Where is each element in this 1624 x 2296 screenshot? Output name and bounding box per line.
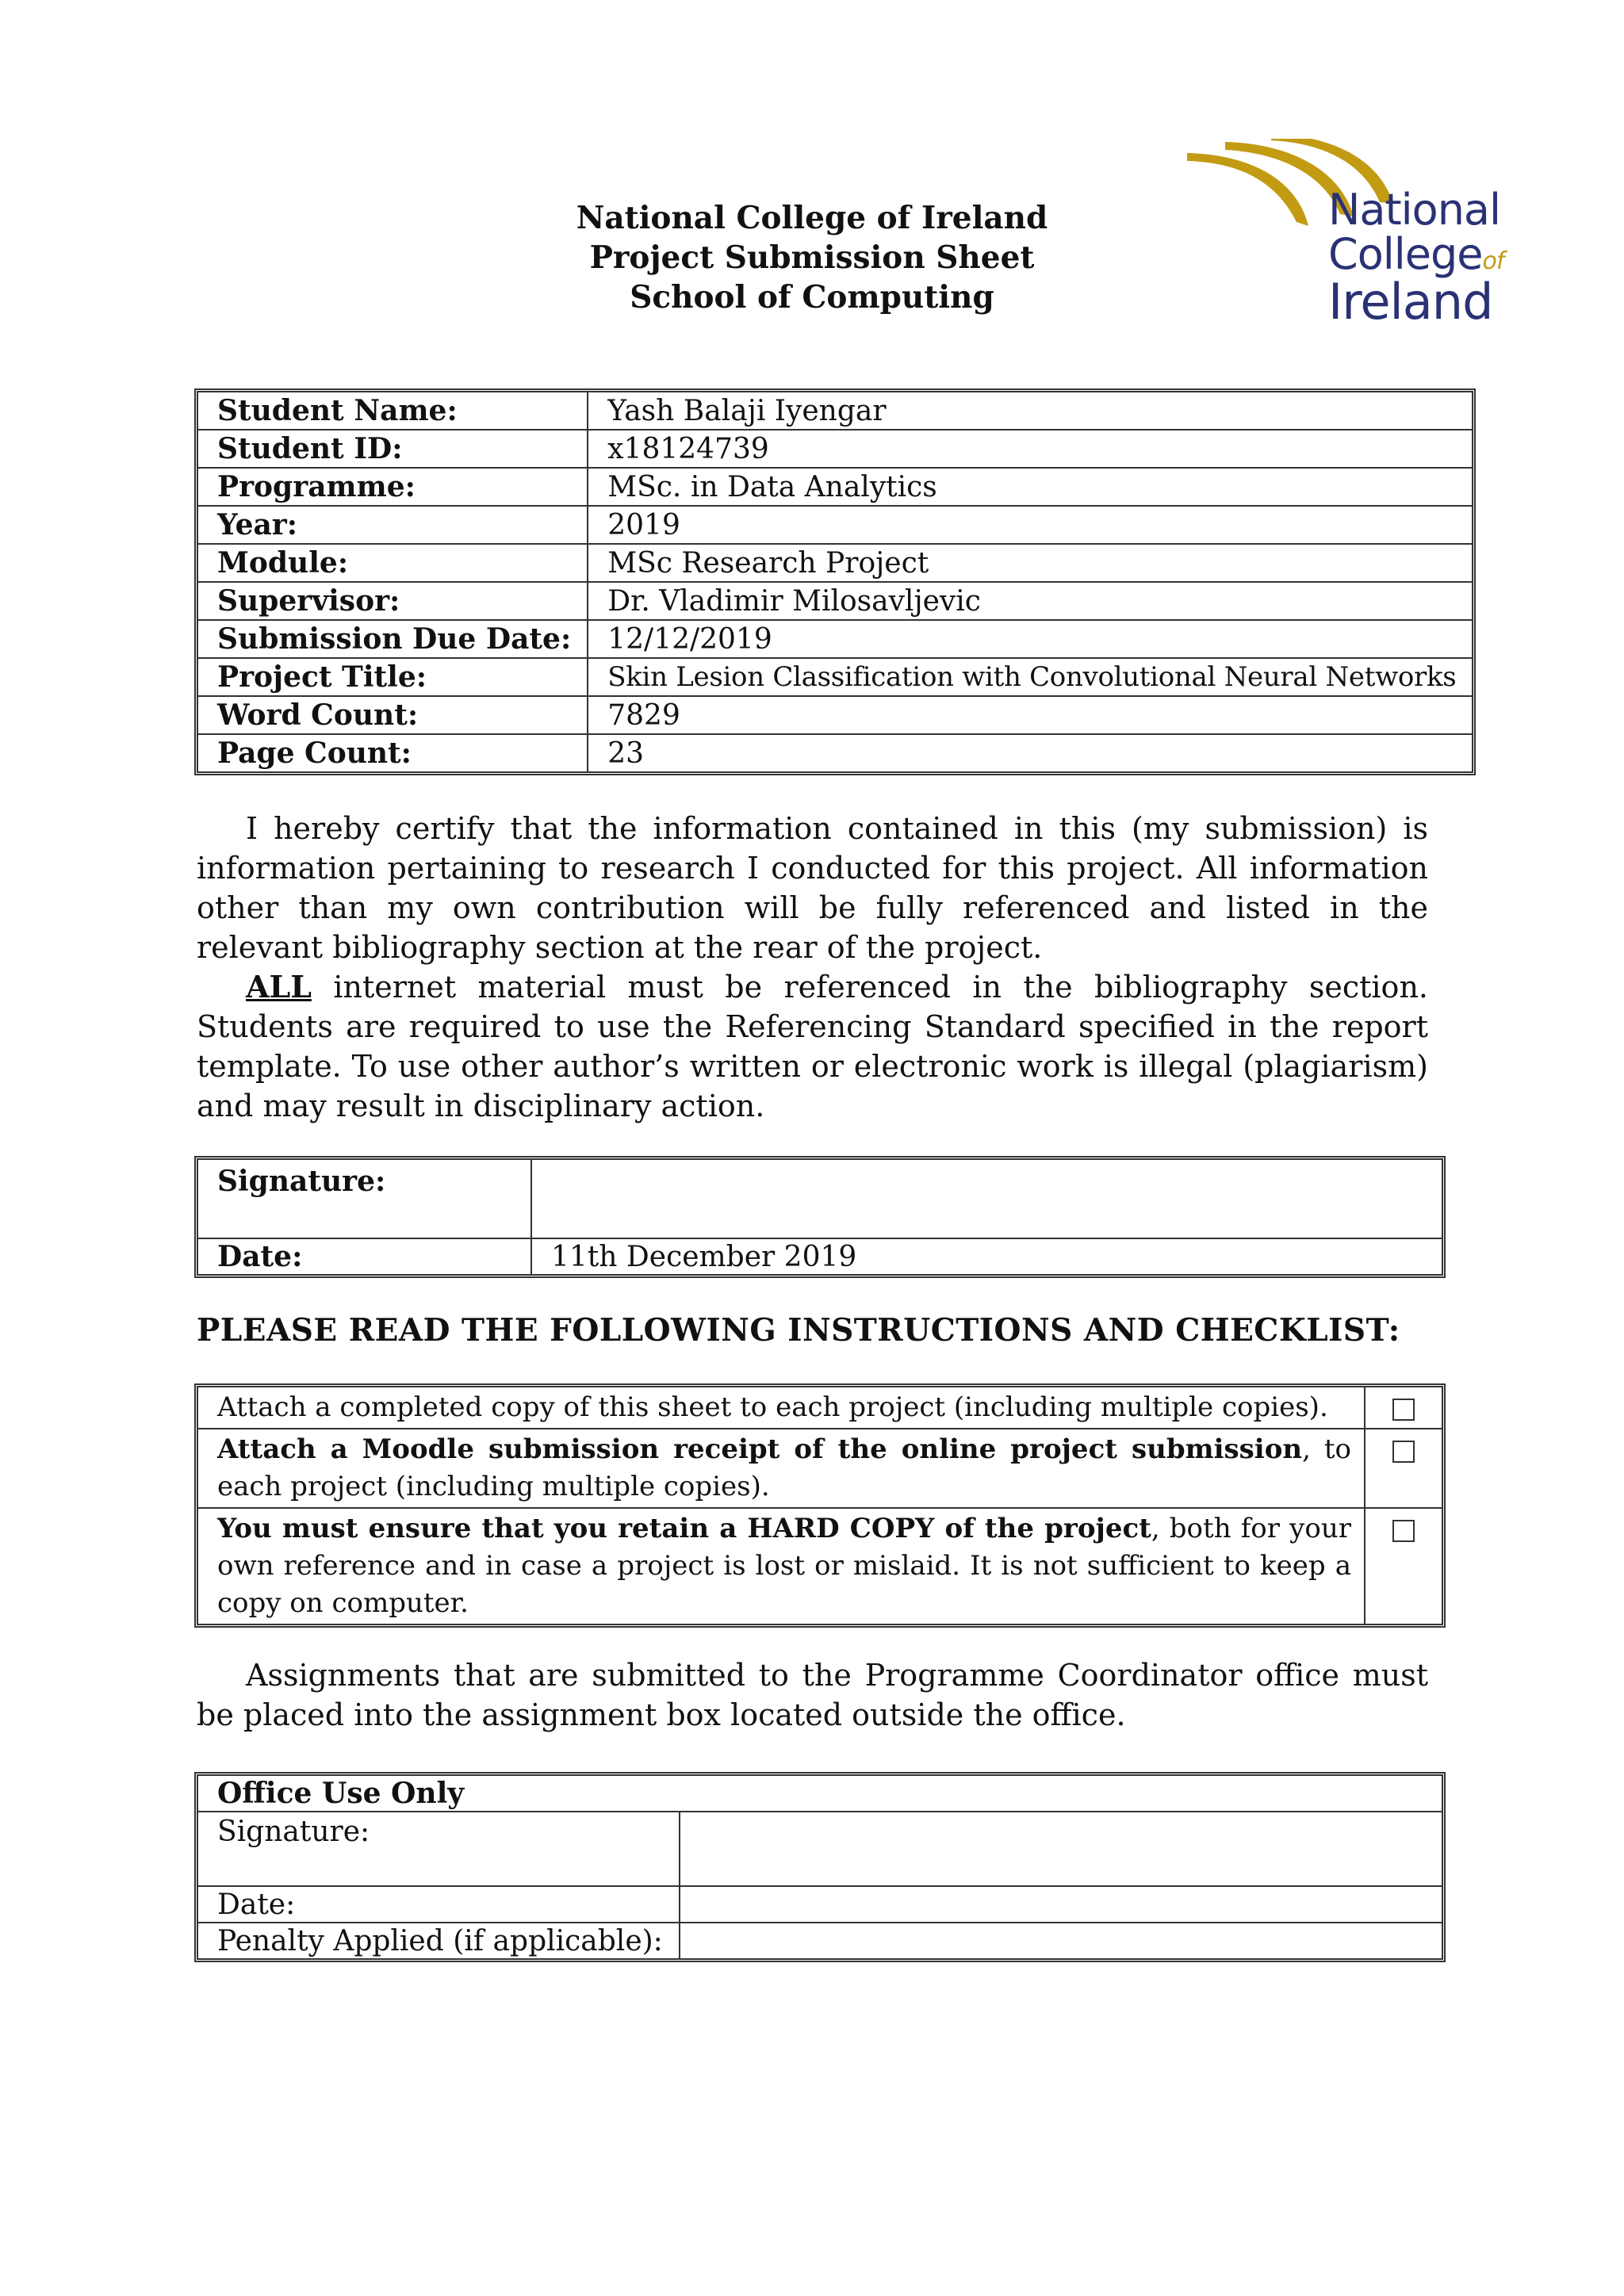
- info-label: Module:: [198, 545, 588, 583]
- info-row: [198, 583, 1472, 621]
- info-value: MSc. in Data Analytics: [588, 469, 1472, 507]
- checklist-item-rest: Attach a completed copy of this sheet to each project (including multiple copies).: [217, 1391, 1328, 1423]
- info-row: [198, 507, 1472, 545]
- info-label: Student Name:: [198, 392, 588, 430]
- info-label: Student ID:: [198, 430, 588, 469]
- info-label: Page Count:: [198, 735, 588, 771]
- info-row: [198, 659, 1472, 697]
- student-info-table: [194, 388, 1476, 775]
- info-label: Project Title:: [198, 659, 588, 697]
- plagiarism-paragraph: ALL internet material must be referenced in the bibliography section. Students are required to use the Referencing Standard specified in the report template. To use other author’s written or electronic work is illegal (plagiarism) and may result in disciplinary action.: [197, 969, 1428, 1123]
- info-row: [198, 621, 1472, 659]
- info-value: x18124739: [588, 430, 1472, 469]
- checklist-row: [198, 1509, 1442, 1624]
- info-label: Year:: [198, 507, 588, 545]
- info-label: Submission Due Date:: [198, 621, 588, 659]
- info-value: 12/12/2019: [588, 621, 1472, 659]
- signature-label: Signature:: [198, 1160, 532, 1239]
- checklist-checkbox[interactable]: [1392, 1441, 1415, 1463]
- info-value: 23: [607, 737, 645, 770]
- checklist-row: [198, 1429, 1442, 1509]
- info-row: [198, 735, 1472, 771]
- office-use-title: Office Use Only: [198, 1776, 1442, 1812]
- checklist-checkbox[interactable]: [1392, 1520, 1415, 1542]
- sheet-title: Project Submission Sheet: [589, 239, 1035, 276]
- checklist-row: [198, 1387, 1442, 1429]
- info-value: 7829: [588, 697, 1472, 735]
- assignments-note: Assignments that are submitted to the Programme Coordinator office must be placed into the assignment box located outside the office.: [197, 1658, 1428, 1732]
- checklist-item-rest: , both for your own reference and in case a project is lost or mislaid. It is not sufficient to keep a copy on computer.: [217, 1513, 1351, 1619]
- checklist-item-text: [198, 1509, 1365, 1624]
- office-use-table: [194, 1772, 1446, 1962]
- office-date-field[interactable]: [680, 1887, 1442, 1923]
- info-row: [198, 469, 1472, 507]
- info-value: Yash Balaji Iyengar: [588, 392, 1472, 430]
- penalty-field[interactable]: [680, 1923, 1442, 1958]
- college-name: National College of Ireland: [576, 200, 1048, 236]
- certification-text: [197, 809, 1428, 1126]
- checklist-item-text: [198, 1429, 1365, 1509]
- school-name: School of Computing: [630, 279, 994, 316]
- checklist-checkbox-cell: [1365, 1429, 1442, 1509]
- date-value[interactable]: 11th December 2019: [551, 1240, 857, 1273]
- checklist-table: [194, 1383, 1446, 1628]
- checklist-checkbox-cell: [1365, 1509, 1442, 1624]
- signature-field[interactable]: [532, 1160, 1442, 1239]
- checklist-checkbox[interactable]: [1392, 1399, 1415, 1421]
- info-value: MSc Research Project: [588, 545, 1472, 583]
- checklist-item-text: [198, 1387, 1365, 1429]
- checklist-checkbox-cell: [1365, 1387, 1442, 1429]
- signature-table: [194, 1156, 1446, 1278]
- checklist-item-rest: , to each project (including multiple copies).: [217, 1433, 1351, 1502]
- info-label: Word Count:: [198, 697, 588, 735]
- info-value: Dr. Vladimir Milosavljevic: [588, 583, 1472, 621]
- info-value: 2019: [588, 507, 1472, 545]
- certification-paragraph: I hereby certify that the information contained in this (my submission) is information pertaining to research I conducted for this project. All information other than my own contribution will be fully referenced and listed in the relevant bibliography section at the rear of the project.: [197, 811, 1428, 965]
- logo-wordmark: National Collegeof Ireland: [1328, 185, 1504, 331]
- all-emphasis: ALL: [246, 969, 312, 1004]
- date-label: Date:: [198, 1239, 532, 1274]
- checklist-item-bold: Attach a Moodle submission receipt of the online project submission: [217, 1433, 1303, 1465]
- info-row: [198, 392, 1472, 430]
- info-value: Skin Lesion Classification with Convolutional Neural Networks: [588, 659, 1472, 697]
- penalty-label: Penalty Applied (if applicable):: [198, 1923, 680, 1958]
- office-signature-field[interactable]: [680, 1812, 1442, 1887]
- office-date-label: Date:: [198, 1887, 680, 1923]
- checklist-heading: PLEASE READ THE FOLLOWING INSTRUCTIONS AND CHECKLIST:: [197, 1312, 1400, 1349]
- info-label: Programme:: [198, 469, 588, 507]
- info-row: [198, 545, 1472, 583]
- checklist-item-bold: You must ensure that you retain a HARD COPY of the project: [217, 1513, 1151, 1544]
- info-row: [198, 430, 1472, 469]
- info-row: [198, 697, 1472, 735]
- office-signature-label: Signature:: [198, 1812, 680, 1887]
- info-label: Supervisor:: [198, 583, 588, 621]
